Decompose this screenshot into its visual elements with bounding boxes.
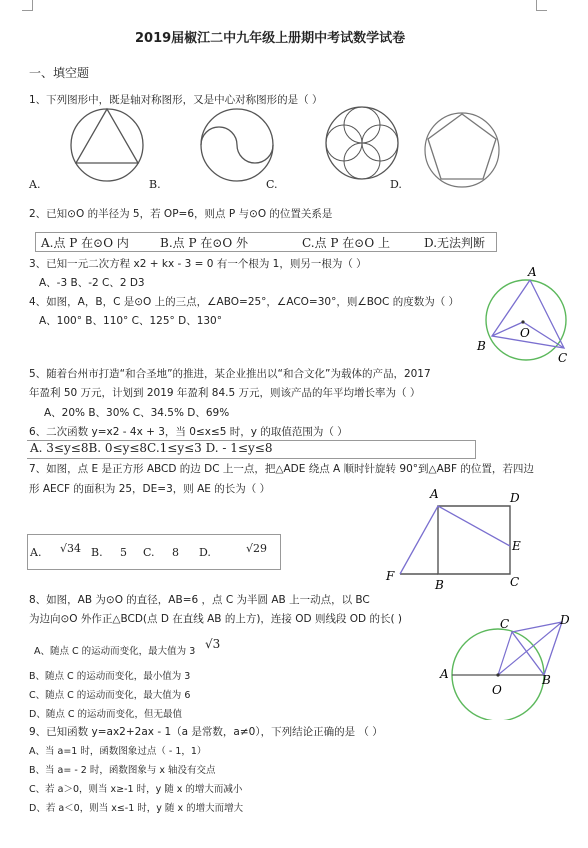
corner-mark-tl [22,0,33,11]
q5-line2: 年盈利 50 万元，计划到 2019 年盈利 84.5 万元，则该产品的年平均增长率为（ ） [29,387,421,399]
q1-fig-d-pentagon-in-circle [425,113,499,187]
q1-fig-b-s-curve-circle [201,109,273,181]
corner-mark-tr [536,0,547,11]
q8-label-o: O [492,683,502,697]
q9-option-c: C、若 a＞0，则当 x≥-1 时，y 随 x 的增大而减小 [29,784,243,795]
q9-option-a: A、当 a=1 时，函数图象过点（ - 1，1） [29,746,207,757]
q7-option-a-value: √34 [60,542,82,555]
q9-option-d: D、若 a＜0，则当 x≤-1 时，y 随 x 的增大而增大 [29,803,244,814]
q8-label-a: A [440,667,449,681]
q8-option-d: D、随点 C 的运动而变化，但无最值 [29,709,182,720]
q1-label-b: B. [149,178,161,191]
q2-option-a: A.点 P 在⊙O 内 [41,236,129,250]
q7-option-c-label: C. [143,546,155,559]
q5-options: A、20% B、30% C、34.5% D、69% [44,407,230,419]
q4-label-b: B [477,339,486,353]
section-heading: 一、填空题 [29,66,90,80]
q1-label-c: C. [266,178,278,191]
q4-label-o: O [520,326,530,340]
q4-options: A、100° B、110° C、125° D、130° [39,315,222,327]
q1-fig-a-triangle-in-circle [71,109,143,181]
q7-line1: 7、如图，点 E 是正方形 ABCD 的边 DC 上一点，把△ADE 绕点 A 顺时针旋转 90°到△ABF 的位置，若四边 [29,463,534,475]
q8-figure [432,608,582,720]
q2-option-d: D.无法判断 [424,236,486,250]
q8-label-c: C [500,617,510,631]
q5-line1: 5、随着台州市打造“和合圣地”的推进，某企业推出以“和合文化”为载体的产品，2017 [29,368,431,380]
q7-option-a-label: A. [30,546,42,559]
q7-label-a: A [430,487,439,501]
q7-option-b-label: B. [91,546,103,559]
q4-stem: 4、如图，A，B，C 是⊙O 上的三点，∠ABO=25°，∠ACO=30°，则∠BOC 的度数为（ ） [29,296,460,308]
q8-option-a-root: √3 [205,637,221,651]
q8-option-c: C、随点 C 的运动而变化，最大值为 6 [29,690,191,701]
q1-label-d: D. [390,178,402,191]
q7-option-d-value: √29 [246,542,268,555]
q8-option-b: B、随点 C 的运动而变化，最小值为 3 [29,671,191,682]
q4-figure [470,262,580,372]
q8-line1: 8、如图，AB 为⊙O 的直径，AB=6 ，点 C 为半圆 AB 上一动点，以 BC [29,594,370,606]
q7-label-c: C [510,575,520,589]
q6-stem: 6、二次函数 y=x2 - 4x + 3，当 0≤x≤5 时，y 的取值范围为（ ） [29,426,348,438]
q4-label-c: C [558,351,568,365]
q7-figure [380,482,540,594]
q7-option-b-value: 5 [120,546,127,559]
q7-label-f: F [386,569,395,583]
q8-line2: 为边向⊙O 外作正△BCD(点 D 在直线 AB 的上方)，连接 OD 则线段 OD 的长( ) [29,613,403,625]
page-title: 2019届椒江二中九年级上册期中考试数学试卷 [135,31,406,46]
q4-label-a: A [528,265,537,279]
q6-options: A. 3≤y≤8B. 0≤y≤8C.1≤y≤3 D. - 1≤y≤8 [30,441,273,455]
q2-stem: 2、已知⊙O 的半径为 5，若 OP=6，则点 P 与⊙O 的位置关系是 [29,208,333,220]
q7-label-d: D [510,491,520,505]
q2-option-b: B.点 P 在⊙O 外 [160,236,249,250]
q7-option-d-label: D. [199,546,211,559]
q8-label-b: B [542,673,551,687]
q1-fig-c-four-petal-circle [326,107,398,179]
q1-label-a: A. [29,178,41,191]
q9-option-b: B、当 a= - 2 时，函数图象与 x 轴没有交点 [29,765,216,776]
q7-option-c-value: 8 [172,546,179,559]
q8-option-a: A、随点 C 的运动而变化，最大值为 3 [34,646,196,657]
q3-options: A、-3 B、-2 C、2 D3 [39,277,145,289]
q7-line2: 形 AECF 的面积为 25，DE=3，则 AE 的长为（ ） [29,483,271,495]
q9-stem: 9、已知函数 y=ax2+2ax - 1（a 是常数，a≠0），下列结论正确的是 （ ） [29,726,383,738]
q8-label-d: D [560,613,570,627]
q7-label-e: E [512,539,521,553]
q1-stem: 1、下列图形中，既是轴对称图形，又是中心对称图形的是（ ） [29,94,323,106]
q3-stem: 3、已知一元二次方程 x2 + kx - 3 = 0 有一个根为 1，则另一根为（ ） [29,258,367,270]
q7-label-b: B [435,578,444,592]
q2-option-c: C.点 P 在⊙O 上 [302,236,390,250]
